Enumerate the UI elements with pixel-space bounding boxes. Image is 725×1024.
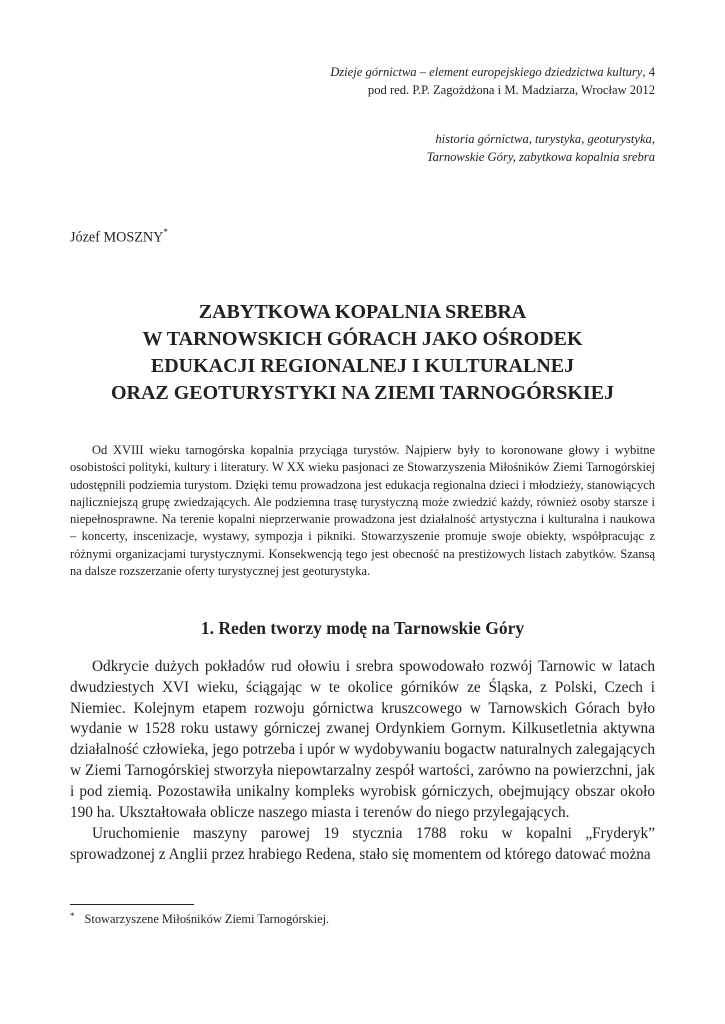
title-line-3: EDUKACJI REGIONALNEJ I KULTURALNEJ	[150, 355, 575, 377]
footnote-text: Stowarzyszene Miłośników Ziemi Tarnogórskiej.	[84, 912, 330, 926]
footnote	[70, 912, 329, 927]
series-title-line	[330, 63, 655, 81]
title-line-1: ZABYTKOWA KOPALNIA SREBRA	[198, 301, 527, 323]
footnote-marker: *	[70, 911, 75, 921]
series-volume: , 4	[642, 65, 655, 79]
title-line-2: W TARNOWSKICH GÓRACH JAKO OŚRODEK	[142, 328, 583, 350]
keywords-line-1: historia górnictwa, turystyka, geoturystyka,	[435, 132, 655, 146]
series-editors: pod red. P.P. Zagożdżona i M. Madziarza, Wrocław 2012	[367, 83, 655, 97]
footnote-divider	[70, 904, 194, 905]
body-paragraph-1: Odkrycie dużych pokładów rud ołowiu i srebra spowodowało rozwój Tarnowic w latach dwudziestych XVI wieku, ściągając w te okolice górników ze Śląska, z Polski, Czech i Niemiec. Kolejnym etapem rozwoju górnictwa kruszcowego w Tarnowskich Górach było wydanie w 1528 roku ustawy górniczej zwanej Ordynkiem Gornym. Kilkusetletnia aktywna działalność człowieka, jego potrzeba i upór w wydobywaniu bogactw naturalnych zalegających w Ziemi Tarnogórskiej stworzyła niepowtarzalny zespół wartości, zarówno na powierzchni, jak i pod ziemią. Pozostawiła unikalny kompleks wyrobisk górniczych, obejmujący obszar około 190 ha. Ukształtowała oblicze naszego miasta i terenów do niego przylegających.	[70, 658, 655, 821]
keywords-line-2: Tarnowskie Góry, zabytkowa kopalnia srebra	[426, 150, 655, 164]
title-line-4: ORAZ GEOTURYSTYKI NA ZIEMI TARNOGÓRSKIEJ	[110, 382, 615, 404]
author	[70, 228, 168, 247]
section-heading: 1. Reden tworzy modę na Tarnowskie Góry	[200, 618, 525, 638]
author-footnote-marker: *	[163, 227, 168, 237]
abstract: Od XVIII wieku tarnogórska kopalnia przyciąga turystów. Najpierw były to koronowane głowy i wybitne osobistości polityki, kultury i literatury. W XX wieku pasjonaci ze Stowarzyszenia Miłośników Ziemi Tarnogórskiej udostępnili podziemia turystom. Dzięki temu prowadzona jest edukacja regionalna dzieci i młodzieży, stanowiących najliczniejszą grupę zwiedzających. Ale podziemna trasę turystyczną może zwiedzić każdy, również osoby starsze i niepełnosprawne. Na terenie kopalni nieprzerwanie prowadzona jest działalność artystyczna i kulturalna i naukowa – koncerty, inscenizacje, wystawy, sympozja i pikniki. Stowarzyszenie promuje swoje obiekty, współpracując z różnymi organizacjami turystycznymi. Konsekwencją tego jest obecność na prestiżowych listach zabytków. Szansą na dalsze rozszerzanie oferty turystycznej jest geoturystyka.	[70, 443, 655, 579]
series-header	[330, 63, 655, 99]
keywords-header	[427, 130, 655, 166]
author-name: Józef MOSZNY	[70, 229, 164, 246]
body-paragraph-2: Uruchomienie maszyny parowej 19 stycznia 1788 roku w kopalni „Fryderyk” sprowadzonej z Anglii przez hrabiego Redena, stało się momentem od którego datować można	[70, 825, 655, 863]
paper-title	[60, 299, 665, 407]
series-title: Dzieje górnictwa – element europejskiego dziedzictwa kultury	[330, 65, 643, 79]
